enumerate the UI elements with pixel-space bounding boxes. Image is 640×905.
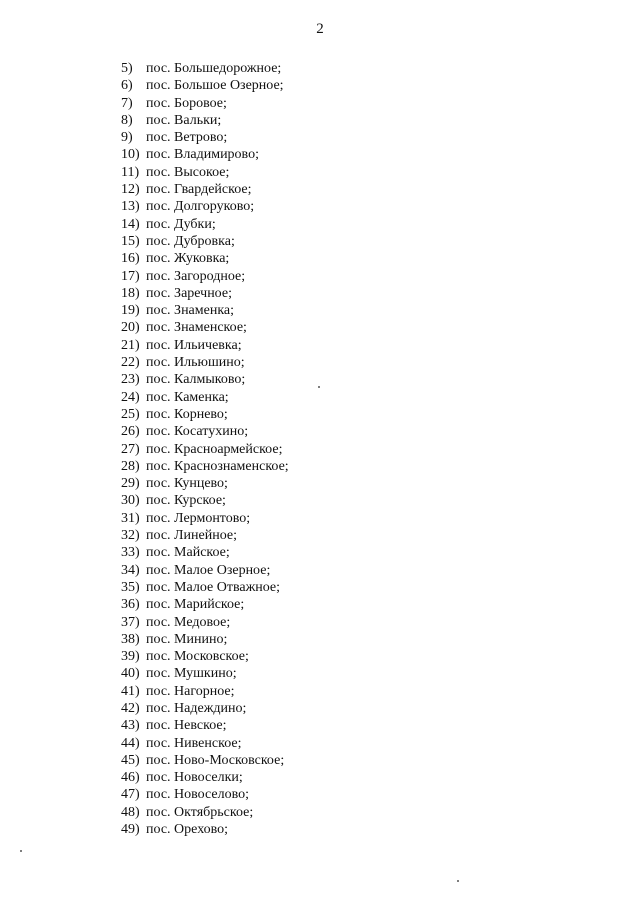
item-text: пос. Майское; [146,545,230,561]
item-text: пос. Медовое; [146,614,231,630]
list-item [121,804,289,821]
list-item [121,319,289,336]
item-text: пос. Дубки; [146,216,216,232]
item-number: 26) [121,424,140,440]
list-item [121,371,289,388]
item-number: 36) [121,597,140,613]
list-item [121,596,289,613]
item-text: пос. Долгоруково; [146,199,255,215]
item-number: 35) [121,579,140,595]
item-text: пос. Краснознаменское; [146,458,289,474]
list-item [121,423,289,440]
item-text: пос. Знаменка; [146,303,235,319]
item-number: 28) [121,458,140,474]
item-text: пос. Владимирово; [146,147,259,163]
item-number: 40) [121,666,140,682]
list-item [121,354,289,371]
list-item [121,441,289,458]
scan-speck [20,850,22,852]
list-item [121,129,289,146]
item-text: пос. Нагорное; [146,683,235,699]
item-text: пос. Марийское; [146,597,245,613]
list-item [121,60,289,77]
item-text: пос. Октябрьское; [146,804,254,820]
item-text: пос. Орехово; [146,822,229,838]
item-text: пос. Линейное; [146,528,238,544]
item-number: 31) [121,510,140,526]
item-text: пос. Кунцево; [146,476,228,492]
list-item [121,786,289,803]
item-number: 37) [121,614,140,630]
item-number: 16) [121,251,140,267]
item-number: 14) [121,216,140,232]
list-item [121,458,289,475]
list-item [121,285,289,302]
list-item [121,250,289,267]
item-number: 42) [121,700,140,716]
item-text: пос. Корнево; [146,406,228,422]
list-item [121,544,289,561]
item-text: пос. Дубровка; [146,233,235,249]
item-text: пос. Большое Озерное; [146,78,284,94]
item-number: 12) [121,182,140,198]
item-text: пос. Калмыково; [146,372,246,388]
list-item [121,665,289,682]
item-number: 7) [121,95,133,111]
item-text: пос. Ильичевка; [146,337,242,353]
list-item [121,579,289,596]
list-item [121,562,289,579]
item-text: пос. Московское; [146,649,249,665]
item-number: 13) [121,199,140,215]
item-number: 15) [121,233,140,249]
item-number: 33) [121,545,140,561]
item-text: пос. Вальки; [146,112,222,128]
list-item [121,648,289,665]
item-number: 39) [121,649,140,665]
item-number: 47) [121,787,140,803]
item-number: 41) [121,683,140,699]
item-text: пос. Знаменское; [146,320,247,336]
scan-speck [318,386,320,388]
item-number: 43) [121,718,140,734]
item-text: пос. Малое Отважное; [146,579,281,595]
item-text: пос. Ильюшино; [146,355,245,371]
list-item [121,700,289,717]
list-item [121,769,289,786]
item-number: 34) [121,562,140,578]
list-item [121,614,289,631]
item-number: 38) [121,631,140,647]
item-text: пос. Боровое; [146,95,227,111]
list-item [121,492,289,509]
list-item [121,146,289,163]
list-item [121,95,289,112]
list-item [121,337,289,354]
list-item [121,164,289,181]
item-number: 44) [121,735,140,751]
item-number: 30) [121,493,140,509]
list-item [121,302,289,319]
list-item [121,233,289,250]
item-number: 45) [121,752,140,768]
item-text: пос. Гвардейское; [146,182,252,198]
item-number: 19) [121,303,140,319]
item-number: 22) [121,355,140,371]
item-text: пос. Минино; [146,631,228,647]
item-text: пос. Курское; [146,493,226,509]
list-item [121,181,289,198]
item-number: 27) [121,441,140,457]
item-text: пос. Загородное; [146,268,246,284]
list-item [121,683,289,700]
item-number: 32) [121,528,140,544]
settlement-list [121,60,289,838]
item-number: 24) [121,389,140,405]
item-text: пос. Надеждино; [146,700,247,716]
item-text: пос. Большедорожное; [146,61,282,76]
item-number: 17) [121,268,140,284]
page-number: 2 [316,21,324,37]
item-text: пос. Ветрово; [146,130,228,146]
list-item [121,406,289,423]
list-item [121,821,289,838]
item-number: 46) [121,770,140,786]
item-number: 5) [121,61,133,76]
item-text: пос. Высокое; [146,164,230,180]
list-item [121,198,289,215]
item-number: 20) [121,320,140,336]
item-text: пос. Мушкино; [146,666,237,682]
list-item [121,717,289,734]
item-text: пос. Нивенское; [146,735,242,751]
list-item [121,752,289,769]
item-text: пос. Косатухино; [146,424,249,440]
item-number: 49) [121,822,140,838]
list-item [121,527,289,544]
list-item [121,216,289,233]
item-text: пос. Каменка; [146,389,229,405]
item-text: пос. Новоселово; [146,787,250,803]
item-number: 11) [121,164,140,180]
list-item [121,112,289,129]
item-text: пос. Новоселки; [146,770,243,786]
item-text: пос. Невское; [146,718,227,734]
list-item [121,631,289,648]
list-item [121,268,289,285]
item-text: пос. Жуковка; [146,251,230,267]
list-item [121,475,289,492]
item-number: 18) [121,285,140,301]
item-number: 10) [121,147,140,163]
item-number: 25) [121,406,140,422]
item-number: 6) [121,78,133,94]
item-number: 48) [121,804,140,820]
item-number: 23) [121,372,140,388]
list-item [121,510,289,527]
list-item [121,77,289,94]
item-text: пос. Малое Озерное; [146,562,271,578]
scan-speck [457,880,459,882]
list-item [121,389,289,406]
item-text: пос. Заречное; [146,285,232,301]
item-text: пос. Ново-Московское; [146,752,285,768]
item-number: 8) [121,112,133,128]
item-number: 21) [121,337,140,353]
list-item [121,735,289,752]
item-number: 29) [121,476,140,492]
item-text: пос. Лермонтово; [146,510,251,526]
item-text: пос. Красноармейское; [146,441,283,457]
item-number: 9) [121,130,133,146]
